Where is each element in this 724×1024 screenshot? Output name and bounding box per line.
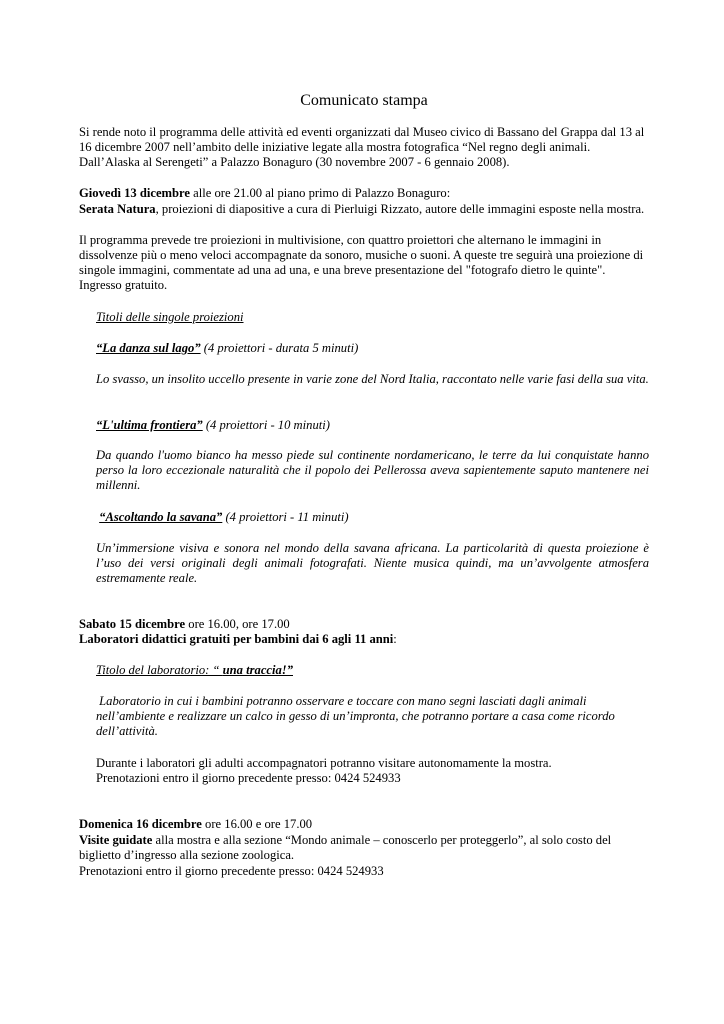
projection-2-heading: [96, 418, 649, 433]
thursday-event-desc: , proiezioni di diapositive a cura di Pierluigi Rizzato, autore delle immagini esposte nella mostra.: [155, 202, 645, 216]
projection-3-heading: [96, 510, 649, 525]
saturday-event-name: Laboratori didattici gratuiti per bambini dai 6 agli 11 anni: [79, 632, 394, 646]
projection-2-desc: Da quando l'uomo bianco ha messo piede sul continente nordamericano, le terre da lui conquistate hanno perso la loro eccezionale naturalità che il popolo dei Pellerossa aveva sapientemente saputo mantenere nei millenni.: [96, 448, 649, 492]
projection-1-heading: [96, 341, 649, 356]
saturday-time: ore 16.00, ore 17.00: [185, 617, 290, 631]
sunday-booking: Prenotazioni entro il giorno precedente presso: 0424 524933: [79, 864, 384, 878]
sunday-heading: [79, 817, 649, 832]
thursday-date: Giovedì 13 dicembre: [79, 186, 191, 200]
lab-description-text: Laboratorio in cui i bambini potranno osservare e toccare con mano segni lasciati dagli animali nell’ambiente e realizzare un calco in gesso di un’impronta, che potranno portare a casa come ricordo dell’attività.: [96, 694, 615, 738]
lab-title-line: [96, 663, 649, 678]
intro-paragraph: Si rende noto il programma delle attività ed eventi organizzati dal Museo civico di Bassano del Grappa dal 13 al 16 dicembre 2007 nell’ambito delle iniziative legate alla mostra fotografica “Nel regno degli animali. Dall’Alaska al Serengeti” a Palazzo Bonaguro (30 novembre 2007 - 6 gennaio 2008).: [79, 125, 645, 169]
sunday-event-name: Visite guidate: [79, 833, 153, 847]
sunday-date: Domenica 16 dicembre: [79, 817, 202, 831]
saturday-heading: [79, 617, 649, 632]
projection-3-title: “Ascoltando la savana”: [99, 510, 223, 524]
projection-3-desc: Un’immersione visiva e sonora nel mondo della savana africana. La particolarità di questa proiezione è l’uso dei versi originali degli animali fotografati. Niente musica quindi, ma un’avvolgente atmosfera estremamente reale.: [96, 541, 649, 585]
thursday-heading: [79, 186, 649, 201]
saturday-event-suffix: :: [393, 632, 397, 646]
thursday-event-name: Serata Natura: [79, 202, 156, 216]
projection-titles-heading-text: Titoli delle singole proiezioni: [96, 310, 244, 324]
saturday-note: Durante i laboratori gli adulti accompagnatori potranno visitare autonomamente la mostra.: [96, 756, 552, 770]
projection-1-title: “La danza sul lago”: [96, 341, 201, 355]
projection-1-meta: (4 proiettori - durata 5 minuti): [200, 341, 359, 355]
projection-titles-heading: [96, 310, 649, 325]
projection-3-meta: (4 proiettori - 11 minuti): [222, 510, 349, 524]
sunday-event-desc: alla mostra e alla sezione “Mondo animale – conoscerlo per proteggerlo”, al solo costo del biglietto d’ingresso alla sezione zoologica.: [79, 833, 612, 862]
projection-2-title: “L'ultima frontiera”: [96, 418, 203, 432]
projection-1-desc: Lo svasso, un insolito uccello presente in varie zone del Nord Italia, raccontato nelle varie fasi della sua vita.: [96, 372, 649, 386]
thursday-event: [79, 202, 649, 217]
sunday-event: [79, 833, 649, 863]
lab-description: [96, 694, 649, 739]
saturday-event: [79, 632, 649, 647]
lab-title: una traccia!”: [222, 663, 293, 677]
saturday-booking: Prenotazioni entro il giorno precedente presso: 0424 524933: [96, 771, 401, 785]
sunday-time: ore 16.00 e ore 17.00: [201, 817, 313, 831]
thursday-time: alle ore 21.00 al piano primo di Palazzo Bonaguro:: [190, 186, 451, 200]
thursday-program: Il programma prevede tre proiezioni in multivisione, con quattro proiettori che alternano le immagini in dissolvenze più o meno veloci accompagnate da sonoro, musiche o suoni. A queste tre seguirà una proiezione di singole immagini, commentate ad una ad una, e una breve presentazione del "fotografo dietro le quinte". Ingresso gratuito.: [79, 233, 644, 292]
projection-2-meta: (4 proiettori - 10 minuti): [202, 418, 330, 432]
lab-title-prefix: Titolo del laboratorio: “: [96, 663, 223, 677]
page-title: Comunicato stampa: [300, 92, 428, 109]
saturday-date: Sabato 15 dicembre: [79, 617, 186, 631]
